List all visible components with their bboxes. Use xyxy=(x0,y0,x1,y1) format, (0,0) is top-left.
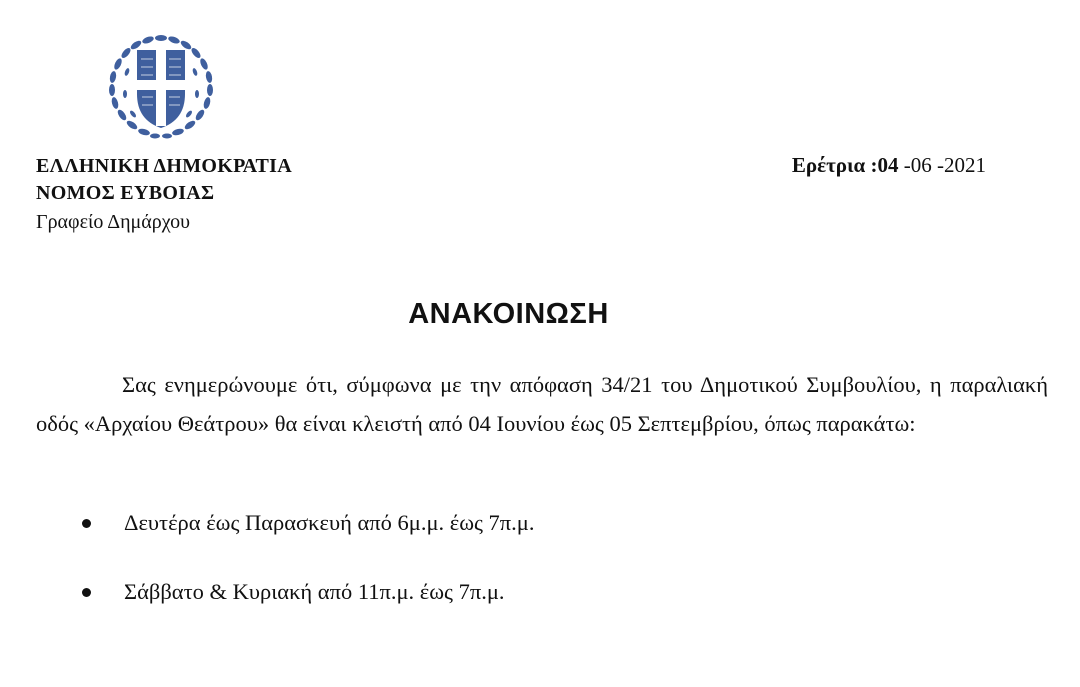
greek-coat-of-arms-emblem xyxy=(103,32,219,142)
announcement-body: Σας ενημερώνουμε ότι, σύμφωνα με την απόφαση 34/21 του Δημοτικού Συμβουλίου, η παραλιακή οδός «Αρχαίου Θεάτρου» θα είναι κλειστή από 04 Ιουνίου έως 05 Σεπτεμβρίου, όπως παρακάτω: xyxy=(36,372,1048,436)
date-day: 04 xyxy=(877,153,899,177)
schedule-weekend: Σάββατο & Κυριακή από 11π.μ. έως 7π.μ. xyxy=(124,579,505,604)
bullet-dot-icon xyxy=(82,519,91,528)
announcement-title: ΑΝΑΚΟΙΝΩΣΗ xyxy=(408,298,609,330)
header-office: Γραφείο Δημάρχου xyxy=(36,211,191,233)
header-country: ΕΛΛΗΝΙΚΗ ΔΗΜΟΚΡΑΤΙΑ xyxy=(36,155,292,177)
bullet-dot-icon xyxy=(82,588,91,597)
schedule-weekdays: Δευτέρα έως Παρασκευή από 6μ.μ. έως 7π.μ. xyxy=(124,510,535,535)
date-place: Ερέτρια : xyxy=(791,153,878,177)
date-month-year: -06 -2021 xyxy=(898,153,986,177)
document-date xyxy=(792,152,986,178)
header-prefecture: ΝΟΜΟΣ ΕΥΒΟΙΑΣ xyxy=(36,182,215,204)
